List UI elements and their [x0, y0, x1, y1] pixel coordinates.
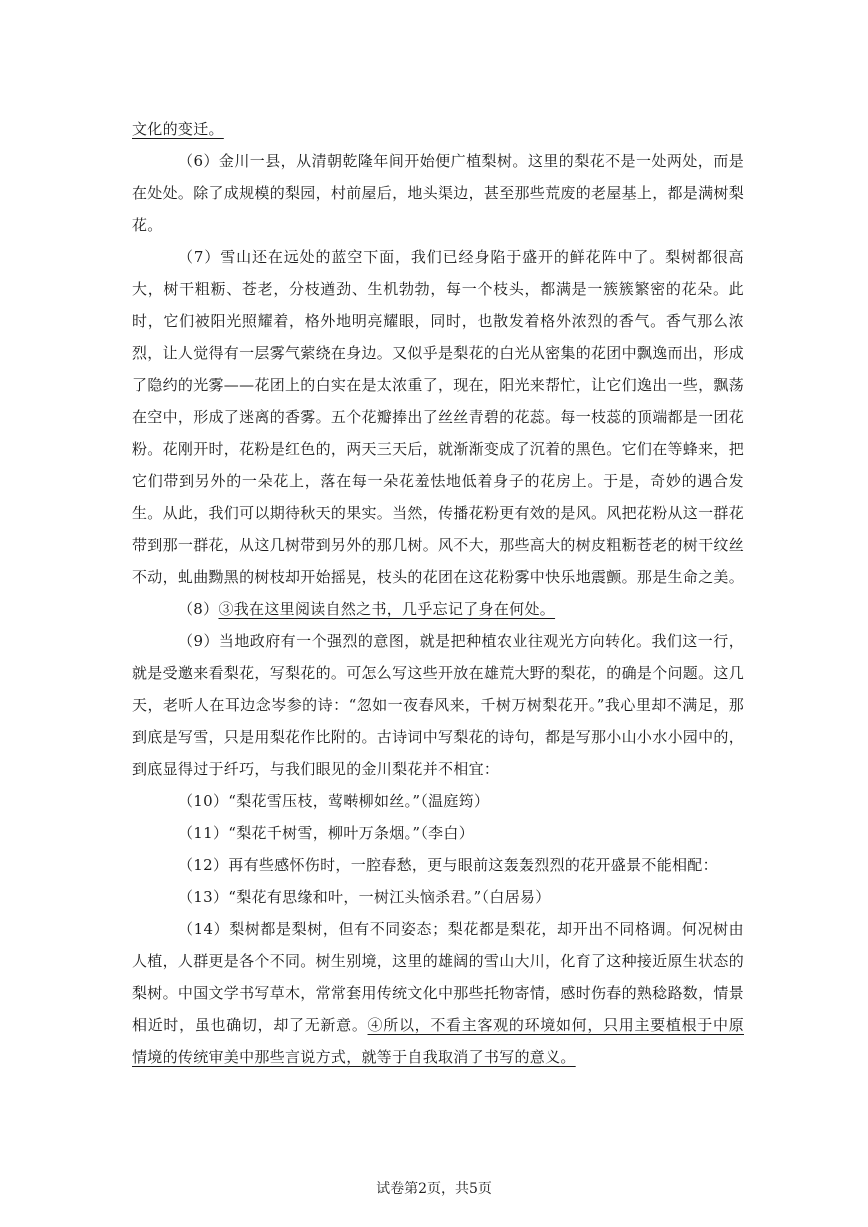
underlined-sentence-4: ④所以，不看主客观的环境如何，只用主要植根于中原情境的传统审美中那些言说方式，就等于自我取消了书写的意义。: [132, 1016, 744, 1066]
underlined-text: 文化的变迁。: [132, 120, 224, 138]
paragraph-14: [132, 913, 744, 1073]
paragraph-number: （8）: [178, 600, 219, 618]
paragraph-text: （14）梨树都是梨树，但有不同姿态；梨花都是梨花，却开出不同格调。何况树由人植，人群更是各个不同。树生别境，这里的雄阔的雪山大川，化育了这种接近原生状态的梨树。中国文学书写草木，常常套用传统文化中那些托物寄情，感时伤春的熟稔路数，情景相近时，虽也确切，却了无新意。: [132, 920, 745, 1034]
paragraph-10: （10）“梨花雪压枝，莺啭柳如丝。”（温庭筠）: [178, 792, 490, 810]
article-body: [132, 113, 744, 1073]
paragraph-9: （9）当地政府有一个强烈的意图，就是把种植农业往观光方向转化。我们这一行，就是受邀来看梨花，写梨花的。可怎么写这些开放在雄荒大野的梨花，的确是个问题。这几天，老听人在耳边念岑参的诗：“忽如一夜春风来，千树万树梨花开。”我心里却不满足，那到底是写雪，只是用梨花作比附的。古诗词中写梨花的诗句，都是写那小山小水小园中的，到底显得过于纤巧，与我们眼见的金川梨花并不相宜：: [132, 632, 745, 778]
paragraph-13: （13）“梨花有思缘和叶，一树江头恼杀君。”（白居易）: [178, 888, 551, 906]
paragraph-12: （12）再有些感怀伤时，一腔春愁，更与眼前这轰轰烈烈的花开盛景不能相配：: [178, 856, 718, 874]
underlined-sentence-3: ③我在这里阅读自然之书，几乎忘记了身在何处。: [218, 600, 556, 618]
paragraph-8: [132, 593, 744, 625]
paragraph-continued: [132, 113, 744, 145]
page-footer: 试卷第2页，共5页: [376, 1181, 492, 1197]
paragraph-6: （6）金川一县，从清朝乾隆年间开始便广植梨树。这里的梨花不是一处两处，而是在处处。除了成规模的梨园，村前屋后，地头渠边，甚至那些荒废的老屋基上，都是满树梨花。: [132, 152, 745, 234]
paragraph-11: （11）“梨花千树雪，柳叶万条烟。”（李白）: [178, 824, 475, 842]
paragraph-7: （7）雪山还在远处的蓝空下面，我们已经身陷于盛开的鲜花阵中了。梨树都很高大，树干粗粝、苍老，分枝遒劲、生机勃勃，每一个枝头，都满是一簇簇繁密的花朵。此时，它们被阳光照耀着，格外地明亮耀眼，同时，也散发着格外浓烈的香气。香气那么浓烈，让人觉得有一层雾气萦绕在身边。又似乎是梨花的白光从密集的花团中飘逸而出，形成了隐约的光雾——花团上的白实在是太浓重了，现在，阳光来帮忙，让它们逸出一些，飘荡在空中，形成了迷离的香雾。五个花瓣捧出了丝丝青碧的花蕊。每一枝蕊的顶端都是一团花粉。花刚开时，花粉是红色的，两天三天后，就渐渐变成了沉着的黑色。它们在等蜂来，把它们带到另外的一朵花上，落在每一朵花羞怯地低着身子的花房上。于是，奇妙的遇合发生。从此，我们可以期待秋天的果实。当然，传播花粉更有效的是风。风把花粉从这一群花带到那一群花，从这几树带到另外的那几树。风不大，那些高大的树皮粗粝苍老的树干纹丝不动，虬曲黝黑的树枝却开始摇晃，枝头的花团在这花粉雾中快乐地震颤。那是生命之美。: [132, 248, 745, 586]
